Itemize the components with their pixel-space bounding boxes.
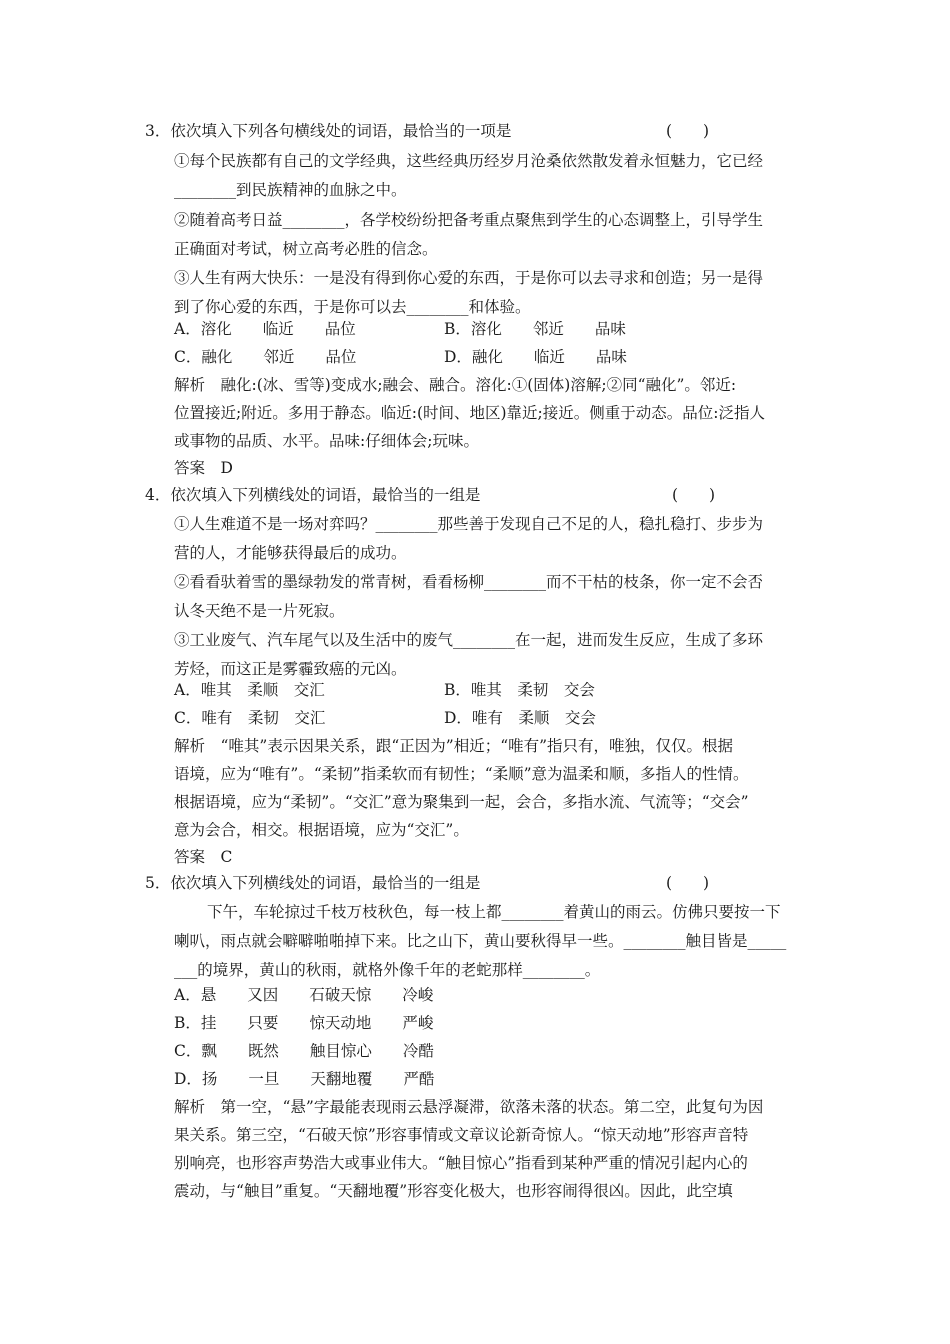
q4-explanation-2: 语境，应为“唯有”。“柔韧”指柔软而有韧性；“柔顺”意为温柔和顺，多指人的性情。 — [174, 765, 749, 783]
q5-explanation-1: 解析 第一空，“悬”字最能表现雨云悬浮凝滞，欲落未落的状态。第二空，此复句为因 — [174, 1098, 764, 1116]
q3-option-c: C．融化 邻近 品位 — [174, 348, 357, 366]
q5-passage-3: ___的境界，黄山的秋雨，就格外像千年的老蛇那样________。 — [174, 961, 601, 979]
q3-sentence-1-cont: ________到民族精神的血脉之中。 — [174, 181, 407, 199]
q4-sentence-1: ①人生难道不是一场对弈吗？________那些善于发现自己不足的人，稳扎稳打、步步为 — [174, 515, 764, 533]
q4-answer-paren: ( ) — [672, 486, 716, 504]
q3-explanation-3: 或事物的品质、水平。品味:仔细体会;玩味。 — [174, 432, 479, 450]
q4-sentence-3-cont: 芳烃，而这正是雾霾致癌的元凶。 — [174, 660, 407, 678]
q5-passage-2: 喇叭，雨点就会噼噼啪啪掉下来。比之山下，黄山要秋得早一些。________触目皆是_____ — [174, 932, 787, 950]
q4-sentence-3: ③工业废气、汽车尾气以及生活中的废气________在一起，进而发生反应，生成了多环 — [174, 631, 764, 649]
q5-option-c: C．飘 既然 触目惊心 冷酷 — [174, 1042, 434, 1060]
q5-option-a: A．悬 又因 石破天惊 冷峻 — [174, 986, 434, 1004]
q3-sentence-2-cont: 正确面对考试，树立高考必胜的信念。 — [174, 240, 438, 258]
q5-explanation-2: 果关系。第三空，“石破天惊”形容事情或文章议论新奇惊人。“惊天动地”形容声音特 — [174, 1126, 749, 1144]
q3-option-a: A．溶化 临近 品位 — [174, 320, 356, 338]
q3-option-d: D．融化 临近 品味 — [444, 348, 627, 366]
q5-passage-1: 下午，车轮掠过千枝万枝秋色，每一枝上都________着黄山的雨云。仿佛只要按一下 — [207, 903, 781, 921]
q3-sentence-3: ③人生有两大快乐：一是没有得到你心爱的东西，于是你可以去寻求和创造；另一是得 — [174, 269, 764, 287]
q4-sentence-1-cont: 营的人，才能够获得最后的成功。 — [174, 544, 407, 562]
q3-explanation-2: 位置接近;附近。多用于静态。临近:(时间、地区)靠近;接近。侧重于动态。品位:泛指人 — [174, 404, 765, 422]
q4-option-c: C．唯有 柔韧 交汇 — [174, 709, 326, 727]
q5-stem: 5．依次填入下列横线处的词语，最恰当的一组是 — [145, 874, 481, 892]
q3-sentence-3-cont: 到了你心爱的东西，于是你可以去________和体验。 — [174, 298, 531, 316]
q4-explanation-3: 根据语境，应为“柔韧”。“交汇”意为聚集到一起，会合，多指水流、气流等；“交会” — [174, 793, 749, 811]
q4-sentence-2: ②看看驮着雪的墨绿勃发的常青树，看看杨柳________而不干枯的枝条，你一定不会否 — [174, 573, 764, 591]
q5-explanation-4: 震动，与“触目”重复。“天翻地覆”形容变化极大，也形容闹得很凶。因此，此空填 — [174, 1182, 733, 1200]
q3-sentence-2: ②随着高考日益________，各学校纷纷把备考重点聚焦到学生的心态调整上，引导学生 — [174, 211, 764, 229]
q3-answer: 答案 D — [174, 459, 233, 477]
q4-option-d: D．唯有 柔顺 交会 — [444, 709, 596, 727]
q5-option-d: D．扬 一旦 天翻地覆 严酷 — [174, 1070, 435, 1088]
q5-explanation-3: 别响亮，也形容声势浩大或事业伟大。“触目惊心”指看到某种严重的情况引起内心的 — [174, 1154, 748, 1172]
q4-option-a: A．唯其 柔顺 交汇 — [174, 681, 325, 699]
q4-explanation-1: 解析 “唯其”表示因果关系，跟“正因为”相近；“唯有”指只有，唯独，仅仅。根据 — [174, 737, 734, 755]
q3-explanation-1: 解析 融化:(冰、雪等)变成水;融会、融合。溶化:①(固体)溶解;②同“融化”。邻近: — [174, 376, 737, 394]
q3-stem: 3．依次填入下列各句横线处的词语，最恰当的一项是 — [145, 122, 512, 140]
q4-answer: 答案 C — [174, 848, 233, 866]
q3-option-b: B．溶化 邻近 品味 — [444, 320, 626, 338]
q5-option-b: B．挂 只要 惊天动地 严峻 — [174, 1014, 434, 1032]
q5-answer-paren: ( ) — [666, 874, 710, 892]
q4-option-b: B．唯其 柔韧 交会 — [444, 681, 595, 699]
q4-stem: 4．依次填入下列横线处的词语，最恰当的一组是 — [145, 486, 481, 504]
q4-explanation-4: 意为会合，相交。根据语境，应为“交汇”。 — [174, 821, 469, 839]
q3-sentence-1: ①每个民族都有自己的文学经典，这些经典历经岁月沧桑依然散发着永恒魅力，它已经 — [174, 152, 764, 170]
q3-answer-paren: ( ) — [666, 122, 710, 140]
q4-sentence-2-cont: 认冬天绝不是一片死寂。 — [174, 602, 345, 620]
